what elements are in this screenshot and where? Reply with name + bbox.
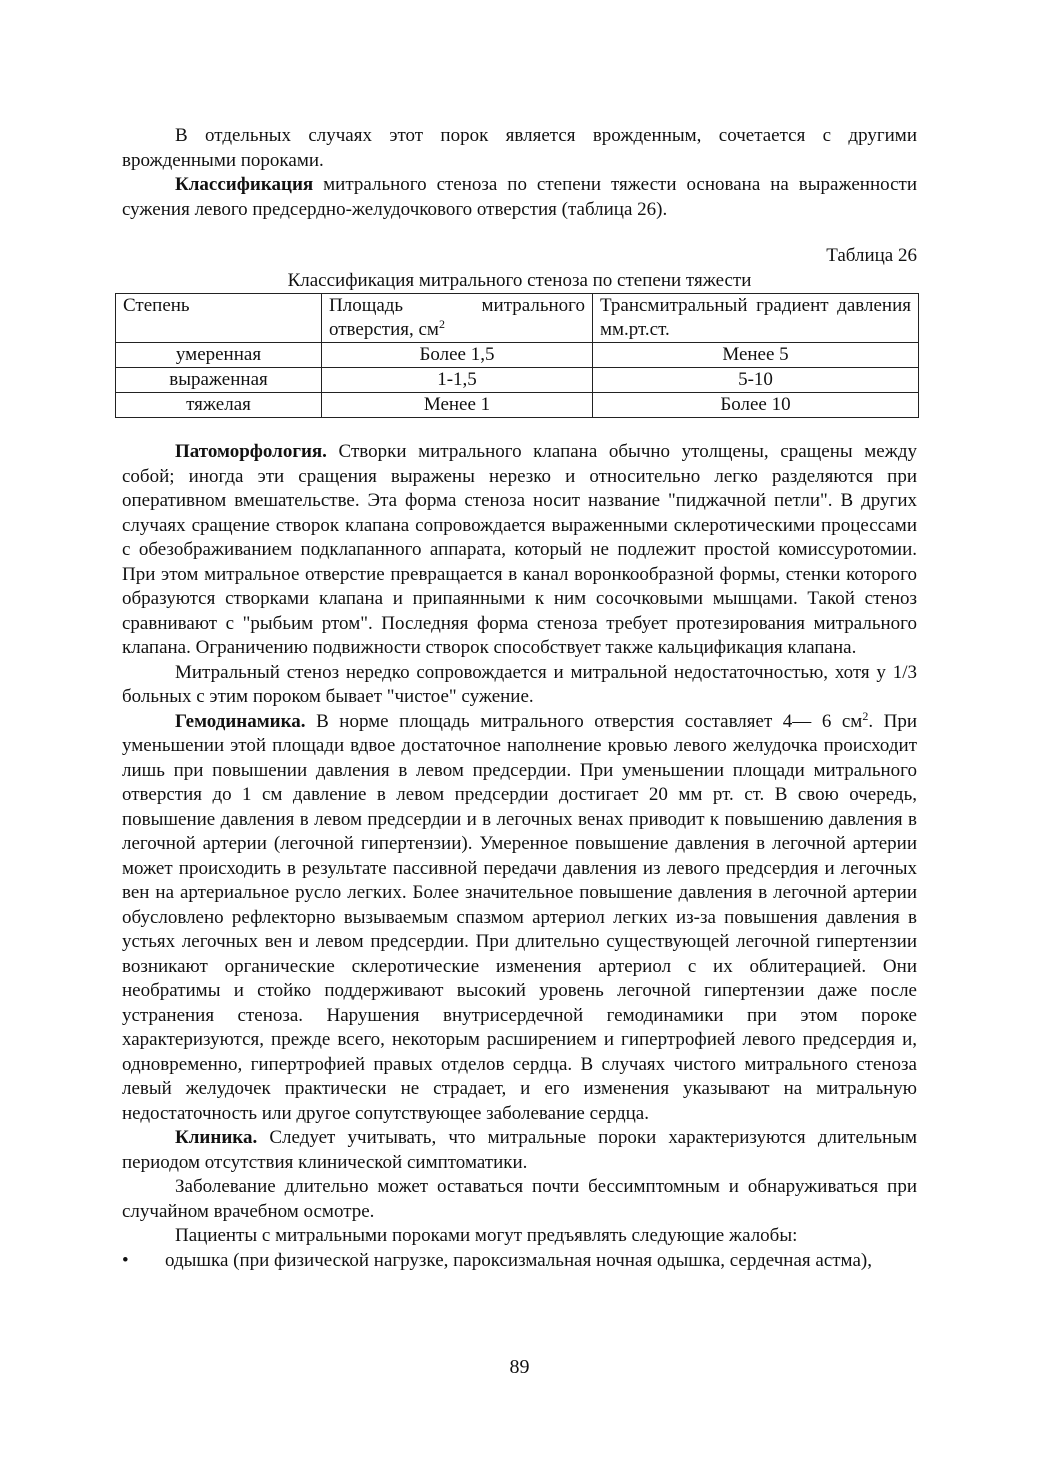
paragraph-1: В отдельных случаях этот порок является врожденным, сочетается с другими врожденными пороками. — [122, 125, 917, 171]
header-degree: Степень — [116, 294, 322, 343]
clinic-text: Следует учитывать, что митральные пороки характеризуются длительным периодом отсутствия клинической симптоматики. — [122, 1127, 917, 1173]
cell-area: Менее 1 — [322, 393, 593, 418]
pathomorphology-text: Створки митрального клапана обычно утолщены, сращены между собой; иногда эти сращения выражены нерезко и относительно легко разделяются при оперативном вмешательстве. Эта форма стеноза носит название "пиджачной петли". В других случаях сращение створок клапана сопровождается выраженными склеротическими процессами с обезображиванием подклапанного аппарата, который не подлежит простой комиссуротомии. При этом митральное отверстие превращается в канал воронкообразной формы, стенки которого образуются створками клапана и припаянными к ним сосочковыми мышцами. Такой стеноз сравнивают с "рыбьим ртом". Последняя форма стеноза требует протезирования митрального клапана. Ограничению подвижности створок способствует также кальцификация клапана. — [122, 441, 917, 658]
header-area-text: Площадь митрального отверстия, см — [329, 295, 585, 340]
list-item — [122, 1249, 917, 1274]
classification-text: митрального стеноза по степени тяжести основана на выраженности сужения левого предсердно-желудочкового отверстия (таблица 26). — [122, 174, 917, 220]
page-body — [122, 124, 917, 1273]
clinic-heading: Клиника. — [175, 1127, 258, 1148]
list-item-text: одышка (при физической нагрузке, пароксизмальная ночная одышка, сердечная астма), — [165, 1249, 872, 1271]
hemodynamics-sup: 2 — [862, 708, 869, 723]
page-number: 89 — [509, 1356, 530, 1378]
header-area — [322, 294, 593, 343]
table-row — [116, 368, 919, 393]
cell-degree: умеренная — [116, 343, 322, 368]
cell-gradient: 5-10 — [593, 368, 919, 393]
table-row — [116, 343, 919, 368]
paragraph-7: Заболевание длительно может оставаться почти бессимптомным и обнаруживаться при случайном врачебном осмотре. — [122, 1176, 917, 1222]
paragraph-clinic — [122, 1126, 917, 1175]
paragraph-pathomorphology — [122, 440, 917, 661]
table-row — [116, 393, 919, 418]
classification-table — [115, 293, 919, 418]
paragraph-4: Митральный стеноз нередко сопровождается и митральной недостаточностью, хотя у 1/3 больных с этим пороком бывает "чистое" сужение. — [122, 661, 917, 707]
bullet-icon: • — [122, 1249, 129, 1271]
table-caption: Классификация митрального стеноза по степени тяжести — [287, 269, 752, 291]
classification-heading: Классификация — [175, 174, 314, 195]
hemodynamics-text-2: . При уменьшении этой площади вдвое достаточное наполнение кровью левого желудочка происходит лишь при повышении давления в левом предсердии. При уменьшении площади митрального отверстия до 1 см давление в левом предсердии достигает 20 мм рт. ст. В свою очередь, повышение давления в левом предсердии и в легочных венах приводит к повышению давления в легочной артерии (легочной гипертензии). Умеренное повышение давления в легочной артерии может происходить в результате пассивной передачи давления из левого предсердия и легочных вен на артериальное русло легких. Более значительное повышение давления в легочной артерии обусловлено рефлекторно вызываемым спазмом артериол легких из-за повышения давления в устьях легочных вен и левом предсердии. При длительно существующей легочной гипертензии возникают органические склеротические изменения артериол с их облитерацией. Они необратимы и стойко поддерживают высокий уровень легочной гипертензии даже после устранения стеноза. Нарушения внутрисердечной гемодинамики при этом пороке характеризуются, прежде всего, некоторым расширением и гипертрофией левого предсердия и, одновременно, гипертрофией правых отделов сердца. В случаях чистого митрального стеноза левый желудочек практически не страдает, и его изменения указывают на митральную недостаточность или другое сопутствующее заболевание сердца. — [122, 710, 918, 1124]
paragraph-8: Пациенты с митральными пороками могут предъявлять следующие жалобы: — [175, 1225, 798, 1246]
header-area-sup: 2 — [438, 317, 445, 331]
hemodynamics-text-1: В норме площадь митрального отверстия составляет 4— 6 см — [305, 710, 863, 732]
cell-degree: тяжелая — [116, 393, 322, 418]
cell-gradient: Менее 5 — [593, 343, 919, 368]
cell-area: Более 1,5 — [322, 343, 593, 368]
pathomorphology-heading: Патоморфология. — [175, 441, 327, 462]
paragraph-hemodynamics — [122, 710, 917, 1127]
header-gradient: Трансмитральный градиент давления мм.рт.ст. — [593, 294, 919, 343]
paragraph-classification — [122, 173, 917, 222]
hemodynamics-heading: Гемодинамика. — [175, 710, 306, 732]
cell-area: 1-1,5 — [322, 368, 593, 393]
complaints-list — [122, 1249, 917, 1274]
cell-gradient: Более 10 — [593, 393, 919, 418]
table-header-row — [116, 294, 919, 343]
cell-degree: выраженная — [116, 368, 322, 393]
table-label: Таблица 26 — [826, 245, 917, 266]
